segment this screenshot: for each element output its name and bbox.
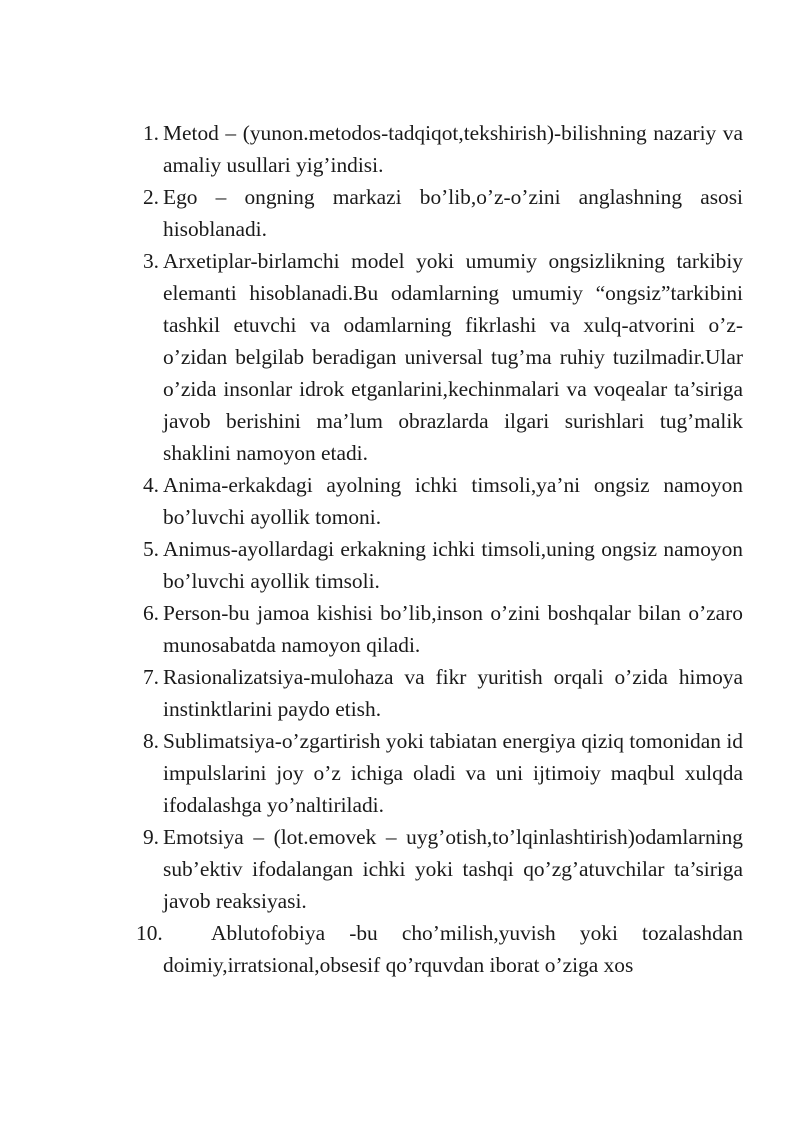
item-number: 10. <box>136 921 163 945</box>
list-item <box>130 917 743 981</box>
item-text: Emotsiya – (lot.emovek – uyg’otish,to’lqinlashtirish)odamlarning sub’ektiv ifodalangan ichki yoki tashqi qo’zg’atuvchilar ta’siriga javob reaksiyasi. <box>163 825 743 913</box>
item-number: 5. <box>142 537 159 561</box>
list-item <box>130 117 743 181</box>
list-item <box>130 245 743 469</box>
item-number: 7. <box>142 665 159 689</box>
list-item <box>130 469 743 533</box>
definitions-list <box>130 117 743 981</box>
item-number: 1. <box>142 121 159 145</box>
item-text: Anima-erkakdagi ayolning ichki timsoli,ya’ni ongsiz namoyon bo’luvchi ayollik tomoni. <box>163 473 743 529</box>
item-text: Ablutofobiya -bu cho’milish,yuvish yoki tozalashdan doimiy,irratsional,obsesif qo’rquvdan iborat o’ziga xos <box>163 921 743 977</box>
list-item <box>130 661 743 725</box>
item-number: 9. <box>142 825 159 849</box>
item-number: 8. <box>142 729 159 753</box>
item-text: Person-bu jamoa kishisi bo’lib,inson o’zini boshqalar bilan o’zaro munosabatda namoyon qiladi. <box>163 601 743 657</box>
item-text: Animus-ayollardagi erkakning ichki timsoli,uning ongsiz namoyon bo’luvchi ayollik timsoli. <box>163 537 743 593</box>
list-item <box>130 533 743 597</box>
list-item <box>130 821 743 917</box>
list-item <box>130 597 743 661</box>
list-item <box>130 181 743 245</box>
item-text: Arxetiplar-birlamchi model yoki umumiy ongsizlikning tarkibiy elemanti hisoblanadi.Bu odamlarning umumiy “ongsiz”tarkibini tashkil etuvchi va odamlarning fikrlashi va xulq-atvorini o’z-o’zidan belgilab beradigan universal tug’ma ruhiy tuzilmadir.Ular o’zida insonlar idrok etganlarini,kechinmalari va voqealar ta’siriga javob berishini ma’lum obrazlarda ilgari surishlari tug’malik shaklini namoyon etadi. <box>163 249 743 465</box>
item-number: 6. <box>142 601 159 625</box>
item-text: Sublimatsiya-o’zgartirish yoki tabiatan energiya qiziq tomonidan id impulslarini joy o’z ichiga oladi va uni ijtimoiy maqbul xulqda ifodalashga yo’naltiriladi. <box>163 729 743 817</box>
item-text: Metod – (yunon.metodos-tadqiqot,tekshirish)-bilishning nazariy va amaliy usullari yig’indisi. <box>163 121 743 177</box>
item-text: Ego – ongning markazi bo’lib,o’z-o’zini anglashning asosi hisoblanadi. <box>163 185 743 241</box>
item-number: 3. <box>142 249 159 273</box>
item-number: 2. <box>142 185 159 209</box>
list-item <box>130 725 743 821</box>
item-text: Rasionalizatsiya-mulohaza va fikr yuritish orqali o’zida himoya instinktlarini paydo etish. <box>163 665 743 721</box>
item-number: 4. <box>142 473 159 497</box>
